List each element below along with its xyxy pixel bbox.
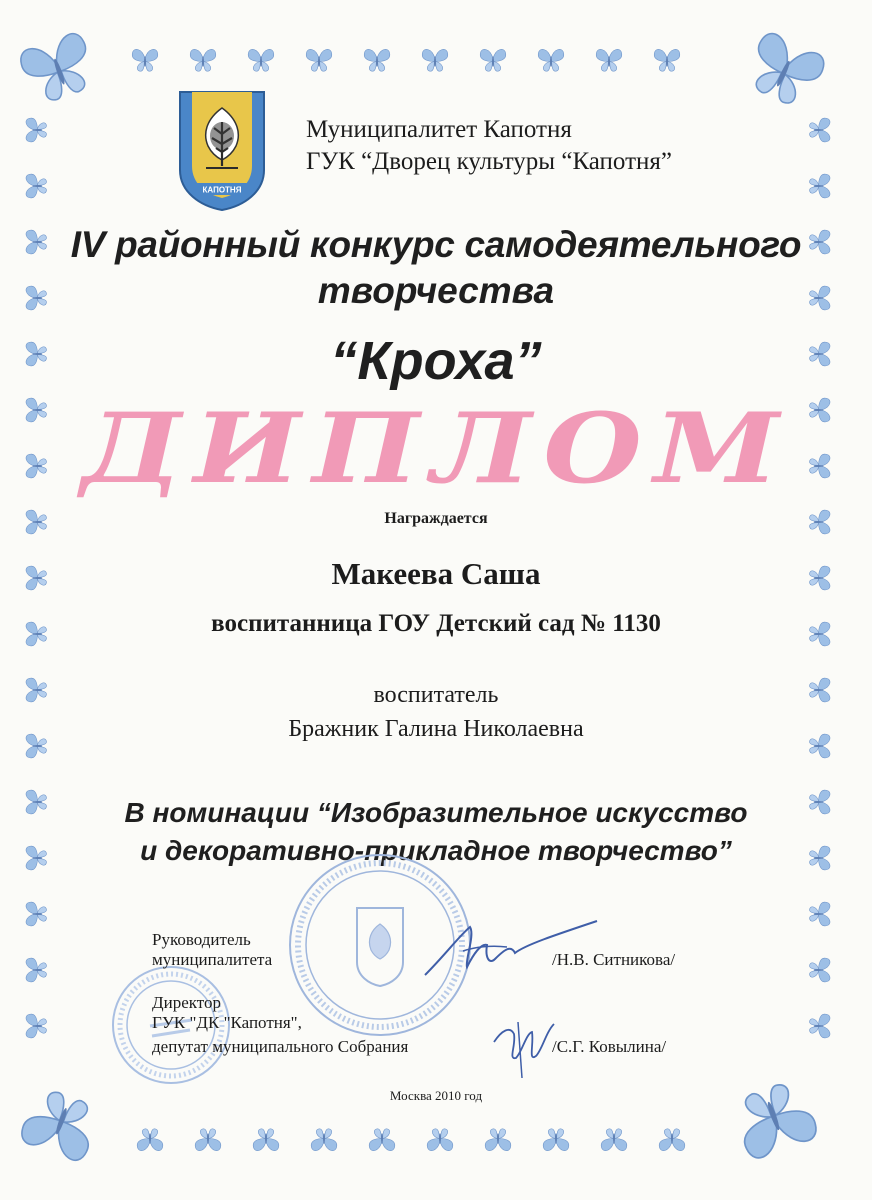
butterfly-icon (596, 49, 622, 71)
contest-name: “Кроха” (330, 331, 542, 391)
signatory-2-title-line-3: депутат муниципального Собрания (152, 1037, 409, 1056)
organization-line-2: ГУК “Дворец культуры “Капотня” (306, 148, 673, 175)
butterfly-icon (741, 30, 828, 112)
teacher-name: Бражник Галина Николаевна (288, 716, 584, 742)
recipient-name: Макеева Саша (331, 556, 541, 591)
butterfly-icon (485, 1129, 511, 1151)
signatory-1-title-line-2: муниципалитета (152, 950, 273, 969)
butterfly-icon (26, 174, 46, 198)
diploma-heading: ДИПЛОМ (81, 392, 791, 505)
signature-kovylina (488, 1012, 558, 1082)
nomination-line-1: В номинации “Изобразительное искусство (124, 797, 748, 828)
butterfly-icon (810, 902, 830, 926)
butterfly-icon (311, 1129, 337, 1151)
butterfly-icon (810, 1014, 830, 1038)
recipient-organization: воспитанница ГОУ Детский сад № 1130 (211, 610, 661, 637)
signatory-2-title-line-2: ГУК "ДК "Капотня", (152, 1013, 302, 1032)
butterfly-icon (364, 49, 390, 71)
butterfly-icon (26, 118, 46, 142)
coat-of-arms-icon (176, 88, 268, 214)
butterfly-icon (26, 1014, 46, 1038)
butterfly-icon (195, 1129, 221, 1151)
teacher-label: воспитатель (373, 682, 499, 708)
butterfly-icon (26, 958, 46, 982)
butterfly-icon (427, 1129, 453, 1151)
footer-place-year: Москва 2010 год (389, 1088, 483, 1103)
butterfly-icon (132, 49, 158, 71)
butterfly-icon (17, 31, 99, 107)
contest-title-line-2: творчества (317, 270, 555, 311)
butterfly-icon (422, 49, 448, 71)
butterfly-icon (26, 902, 46, 926)
signatory-2-title-line-1: Директор (152, 993, 221, 1012)
awarded-label: Награждается (384, 510, 488, 527)
organization-line-1: Муниципалитет Капотня (306, 116, 572, 143)
signatory-1-title-line-1: Руководитель (152, 930, 251, 949)
butterfly-icon (480, 49, 506, 71)
signatory-1-name: /Н.В. Ситникова/ (552, 950, 676, 969)
butterfly-icon (306, 49, 332, 71)
butterfly-icon (659, 1129, 685, 1151)
butterfly-icon (248, 49, 274, 71)
butterfly-icon (810, 174, 830, 198)
butterfly-icon (369, 1129, 395, 1151)
butterfly-icon (601, 1129, 627, 1151)
butterfly-icon (810, 118, 830, 142)
butterfly-icon (543, 1129, 569, 1151)
contest-title-line-1: IV районный конкурс самодеятельного (70, 224, 802, 265)
coat-of-arms-label: КАПОТНЯ (202, 185, 242, 195)
butterfly-icon (810, 958, 830, 982)
butterfly-icon (538, 49, 564, 71)
nomination-line-2: и декоративно-прикладное творчество” (140, 835, 732, 866)
butterfly-icon (654, 49, 680, 71)
butterfly-icon (137, 1129, 163, 1151)
butterfly-icon (253, 1129, 279, 1151)
butterfly-icon (190, 49, 216, 71)
signatory-2-name: /С.Г. Ковылина/ (552, 1037, 667, 1056)
